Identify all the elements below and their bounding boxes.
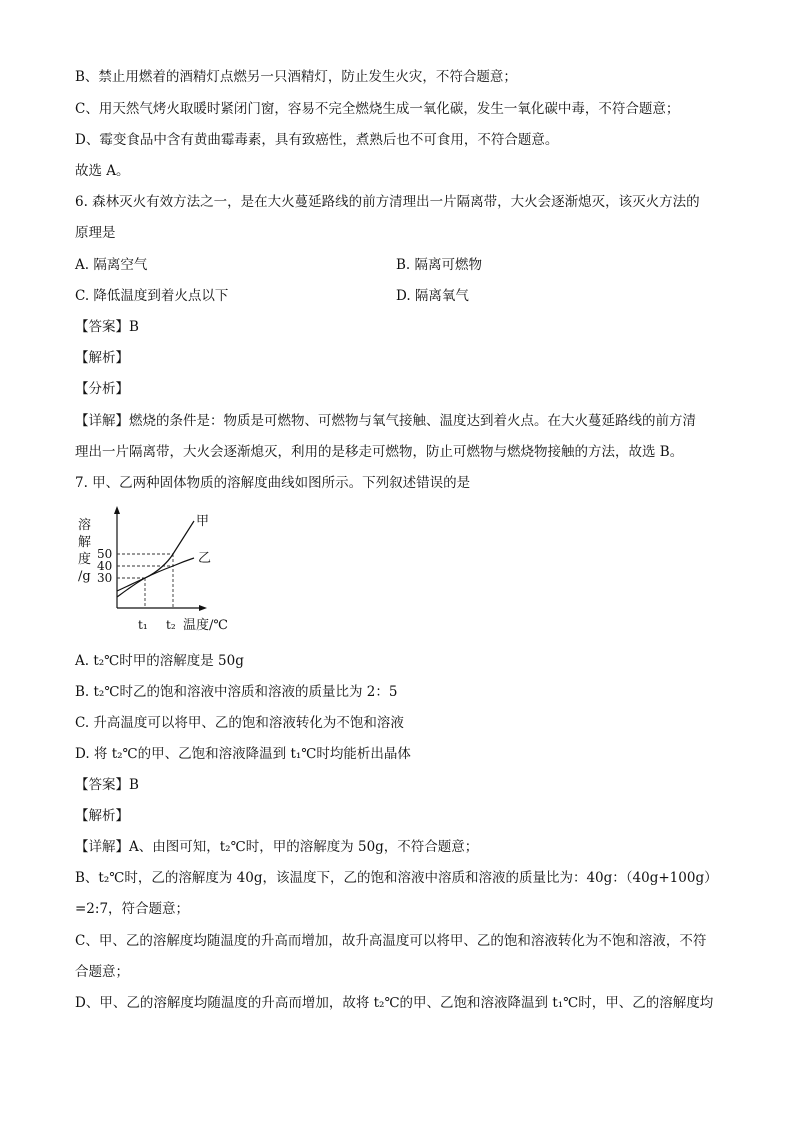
question-7-stem: 7. 甲、乙两种固体物质的溶解度曲线如图所示。下列叙述错误的是	[75, 475, 471, 491]
curve-jia	[117, 521, 194, 591]
q7-detail: 合题意；	[75, 964, 129, 980]
question-6-stem-cont: 原理是	[75, 225, 116, 241]
text-line: 故选 A。	[75, 163, 130, 179]
y-tick-label: 40	[97, 559, 113, 573]
q7-jiexi: 【解析】	[75, 808, 129, 824]
x-axis-label: 温度/℃	[183, 618, 228, 633]
y-axis-arrow-icon	[114, 506, 120, 514]
q6-option-a: A. 隔离空气	[75, 257, 148, 273]
q7-detail: 【详解】A、由图可知，t₂℃时，甲的溶解度为 50g，不符合题意；	[75, 839, 479, 855]
q7-detail: C、甲、乙的溶解度均随温度的升高而增加，故升高温度可以将甲、乙的饱和溶液转化为不饱和溶液，不符	[75, 933, 707, 949]
q7-answer: 【答案】B	[75, 777, 139, 793]
q6-option-c: C. 降低温度到着火点以下	[75, 288, 229, 304]
x-axis-arrow-icon	[199, 605, 207, 611]
q7-option-c: C. 升高温度可以将甲、乙的饱和溶液转化为不饱和溶液	[75, 715, 404, 731]
x-tick-label: t₁	[138, 618, 148, 632]
q6-answer: 【答案】B	[75, 319, 139, 335]
text-line: C、用天然气烤火取暖时紧闭门窗，容易不完全燃烧生成一氧化碳，发生一氧化碳中毒，不符合题意；	[75, 101, 680, 117]
curve-yi-label: 乙	[198, 551, 212, 566]
text-line: B、禁止用燃着的酒精灯点燃另一只酒精灯，防止发生火灾，不符合题意；	[75, 69, 517, 85]
y-axis-label: /g	[78, 569, 91, 584]
q6-fenxi: 【分析】	[75, 381, 129, 397]
q7-detail: B、t₂℃时，乙的溶解度为 40g，该温度下，乙的饱和溶液中溶质和溶液的质量比为：40g：（40g+100g）	[75, 870, 718, 886]
q6-option-d: D. 隔离氧气	[396, 288, 469, 304]
q6-detail-cont: 理出一片隔离带，大火会逐渐熄灭，利用的是移走可燃物，防止可燃物与燃烧物接触的方法，故选 B。	[75, 444, 684, 460]
q7-detail: D、甲、乙的溶解度均随温度的升高而增加，故将 t₂℃的甲、乙饱和溶液降温到 t₁℃时，甲、乙的溶解度均	[75, 995, 714, 1011]
q7-option-a: A. t₂℃时甲的溶解度是 50g	[75, 653, 244, 669]
q6-jiexi: 【解析】	[75, 350, 129, 366]
solubility-curve-figure	[70, 505, 250, 640]
q6-detail: 【详解】燃烧的条件是：物质是可燃物、可燃物与氧气接触、温度达到着火点。在大火蔓延路线的前方清	[75, 413, 696, 429]
text-line: D、霉变食品中含有黄曲霉毒素，具有致癌性，煮熟后也不可食用，不符合题意。	[75, 132, 559, 148]
y-axis-label: 度	[78, 552, 92, 567]
q6-option-b: B. 隔离可燃物	[396, 257, 483, 273]
q7-option-d: D. 将 t₂℃的甲、乙饱和溶液降温到 t₁℃时均能析出晶体	[75, 746, 411, 762]
question-6-stem: 6. 森林灭火有效方法之一，是在大火蔓延路线的前方清理出一片隔离带，大火会逐渐熄灭，该灭火方法的	[75, 194, 700, 210]
q7-option-b: B. t₂℃时乙的饱和溶液中溶质和溶液的质量比为 2：5	[75, 684, 398, 700]
y-axis-label: 解	[78, 535, 92, 550]
q7-detail: =2:7，符合题意；	[75, 901, 190, 917]
y-tick-label: 30	[97, 571, 113, 585]
curve-yi	[117, 558, 194, 597]
y-axis-label: 溶	[78, 518, 92, 533]
curve-jia-label: 甲	[196, 514, 210, 529]
x-tick-label: t₂	[166, 618, 176, 632]
y-tick-label: 50	[97, 547, 113, 561]
